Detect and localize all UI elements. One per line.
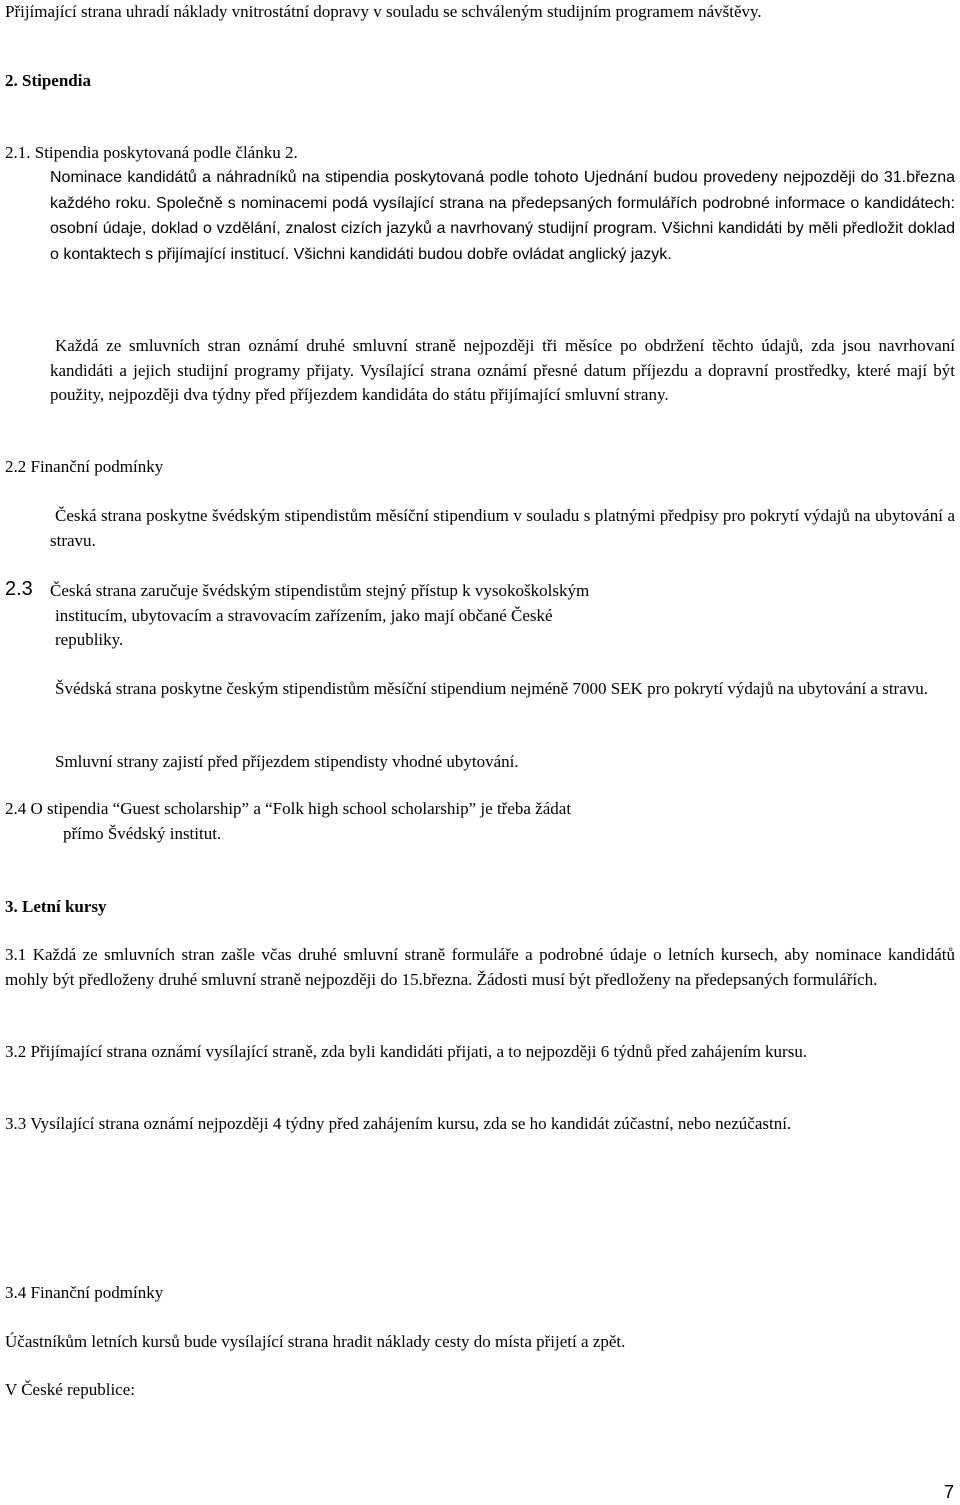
paragraph-3-4-czech: V České republice:	[5, 1380, 135, 1399]
paragraph-3-2: 3.2 Přijímající strana oznámí vysílající straně, zda byli kandidáti přijati, a to nejpozději 6 týdnů před zahájením kursu.	[5, 1042, 808, 1061]
paragraph-3-1: 3.1 Každá ze smluvních stran zašle včas druhé smluvní straně formuláře a podrobné údaje o letních kursech, aby nominace kandidátů mohly být předloženy druhé smluvní straně nejpozději do 15.března. Žádosti musí být předloženy na předepsaných formulářích.	[5, 945, 955, 989]
paragraph-2-3-line-3: republiky.	[55, 630, 124, 650]
paragraph-2-3-accommodation: Smluvní strany zajistí před příjezdem stipendisty vhodné ubytování.	[55, 752, 519, 771]
section-2-1-heading: 2.1. Stipendia poskytovaná podle článku 2.	[5, 143, 298, 162]
paragraph-2-4	[5, 797, 571, 846]
czech-stipend-text: Česká strana poskytne švédským stipendistům měsíční stipendium v souladu s platnými předpisy pro pokrytí výdajů na ubytování a stravu.	[50, 506, 955, 550]
paragraph-2-3-line-2: institucím, ubytovacím a stravovacím zařízením, jako mají občané České	[55, 605, 553, 625]
page-number: 7	[943, 1482, 954, 1503]
candidate-requirements-text: Všichni kandidáti by měli předložit doklad o kontaktech s přijímající institucí. Všichni kandidáti budou dobře ovládat anglický jazyk.	[50, 220, 955, 263]
paragraph-2-1-notification	[50, 334, 955, 408]
acceptance-notice-text: Každá ze smluvních stran oznámí druhé smluvní straně nejpozději tři měsíce po obdržení těchto údajů, zda jsou navrhovaní kandidáti a jejich studijní programy přijaty.	[50, 336, 955, 380]
section-2-2-heading: 2.2 Finanční podmínky	[5, 457, 164, 476]
arrival-notice-text: Vysílající strana oznámí přesné datum příjezdu a dopravní prostředky, které mají být použity, nejpozději dva týdny před příjezdem kandidáta do státu přijímající smluvní strany.	[50, 360, 955, 405]
section-2-heading: 2. Stipendia	[5, 71, 91, 90]
paragraph-2-4-line-2: přímo Švédský institut.	[63, 823, 222, 843]
section-2-3-label: 2.3	[5, 578, 33, 600]
paragraph-2-1-nomination	[50, 165, 955, 267]
nomination-deadline-text: Nominace kandidátů a náhradníků na stipendia poskytovaná podle tohoto Ujednání budou provedeny nejpozději do 31.března každého roku.	[50, 169, 955, 212]
section-3-heading: 3. Letní kursy	[5, 897, 107, 916]
paragraph-2-3-line-1: Česká strana zaručuje švédským stipendistům stejný přístup k vysokoškolským	[50, 581, 590, 600]
paragraph-3-3: 3.3 Vysílající strana oznámí nejpozději 4 týdny před zahájením kursu, zda se ho kandidát zúčastní, nebo nezúčastní.	[5, 1114, 792, 1133]
paragraph-2-3	[50, 579, 955, 653]
nomination-forms-text: Společně s nominacemi podá vysílající strana na předepsaných formulářích podrobné informace o kandidátech: osobní údaje, doklad o vzdělání, znalost cizích jazyků a navrhovaný studijní program.	[50, 194, 956, 238]
paragraph-2-3-swedish-stipend	[50, 677, 955, 702]
section-2-3-number	[5, 577, 33, 603]
swedish-stipend-text: Švédská strana poskytne českým stipendistům měsíční stipendium nejméně 7000 SEK pro pokrytí výdajů na ubytování a stravu.	[55, 679, 929, 698]
section-3-4-heading: 3.4 Finanční podmínky	[5, 1283, 164, 1302]
intro-paragraph	[5, 0, 955, 25]
paragraph-2-2	[50, 504, 955, 553]
intro-text: Přijímající strana uhradí náklady vnitrostátní dopravy v souladu se schváleným studijním programem návštěvy.	[5, 2, 762, 21]
paragraph-3-4: Účastníkům letních kursů bude vysílající strana hradit náklady cesty do místa přijetí a zpět.	[5, 1332, 626, 1351]
paragraph-2-4-line-1: 2.4 O stipendia “Guest scholarship” a “Folk high school scholarship” je třeba žádat	[5, 799, 572, 818]
